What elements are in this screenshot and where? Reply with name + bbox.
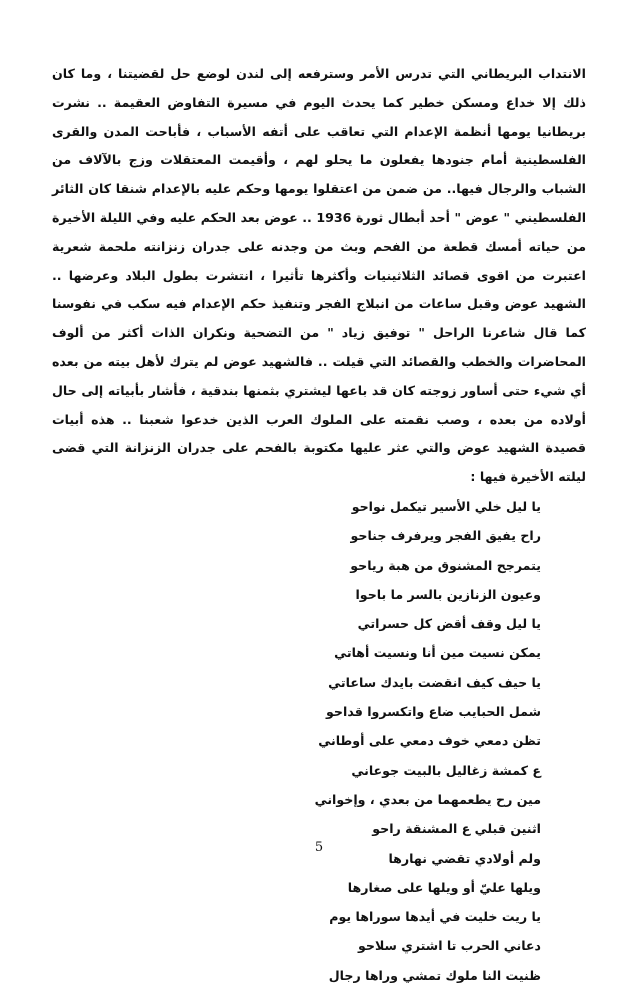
verse-line: يمكن نسيت مين أنا ونسيت أهاتي (334, 645, 541, 661)
verse-line: ع كمشة زغاليل بالبيت جوعاني (351, 762, 541, 778)
verse-line: يا ليل خلي الأسير تيكمل نواحو (351, 498, 541, 514)
verse-line: وعيون الزنازين بالسر ما باحوا (355, 586, 541, 602)
page-number: 5 (314, 840, 324, 855)
verse-line: شمل الحبايب ضاع واتكسروا قداحو (326, 704, 541, 720)
verse-line: يا ريت خليت في أيدها سوراها يوم (329, 909, 541, 925)
poem-verses (52, 492, 586, 990)
verse-line: يا ليل وقف أقض كل حسراتي (357, 616, 541, 632)
verse-line: اثنين قبلي ع المشنقة راحو (372, 821, 541, 837)
verse-line: دعاني الحرب تا اشتري سلاحو (357, 938, 541, 954)
verse-line: ظنيت النا ملوك تمشي وراها رجال (328, 967, 541, 983)
verse-line: ويلها عليّ أو ويلها على صغارها (347, 879, 541, 895)
verse-line: تظن دمعي خوف دمعي على أوطاني (318, 733, 541, 749)
verse-line: يا حيف كيف انقضت بايدك ساعاتي (328, 674, 541, 690)
verse-line: راح يفيق الفجر ويرفرف جناحو (350, 528, 541, 544)
verse-line: ولم أولادي تقضي نهارها (388, 850, 541, 866)
verse-line: مين رح يطعمهما من بعدي ، وإخواني (314, 791, 541, 807)
body-paragraph: الانتداب البريطاني التي تدرس الأمر وسترفعه إلى لندن لوضع حل لقضيتنا ، وما كان ذلك إلا خداع ومسكن خطير كما يحدث اليوم في مسيرة التفاوض العقيمة .. نشرت بريطانيا يومها أنظمة الإعدام التي تعاقب على أتفه الأسباب ، فأباحت المدن والقرى الفلسطينية أمام جنودها يفعلون ما يحلو لهم ، وأقيمت المعتقلات وزج بالآلاف من الشباب والرجال فيها.. من ضمن من اعتقلوا يومها وحكم عليه بالإعدام شنقا كان الثائر الفلسطيني " عوض " أحد أبطال ثورة 1936 .. عوض بعد الحكم عليه وفي الليلة الأخيرة من حياته أمسك قطعة من الفحم وبث من وجدنه على جدران زنزانته ملحمة شعرية اعتبرت من اقوى قصائد الثلاثينيات وأكثرها تأثيرا ، انتشرت بطول البلاد وعرضها .. الشهيد عوض وقبل ساعات من انبلاج الفجر وتنفيذ حكم الإعدام فيه سكب في نفوسنا كما قال شاعرنا الراحل " توفيق زياد " من التضحية ونكران الذات أكثر من ألوف المحاضرات والخطب والقصائد التي قيلت .. فالشهيد عوض لم يترك لأهل بيته من بعده أي شيء حتى أساور زوجته كان قد باعها ليشتري بثمنها بندقية ، فأشار بأبياته إلى حال أولاده من بعده ، وصب نقمته على الملوك العرب الذين خدعوا شعبنا .. هذه أبيات قصيدة الشهيد عوض والتي عثر عليها مكتوبة بالفحم على جدران الزنزانة التي قضى ليلته الأخيرة فيها : (52, 66, 587, 485)
verse-line: يتمرجح المشنوق من هبة رياحو (350, 557, 541, 573)
